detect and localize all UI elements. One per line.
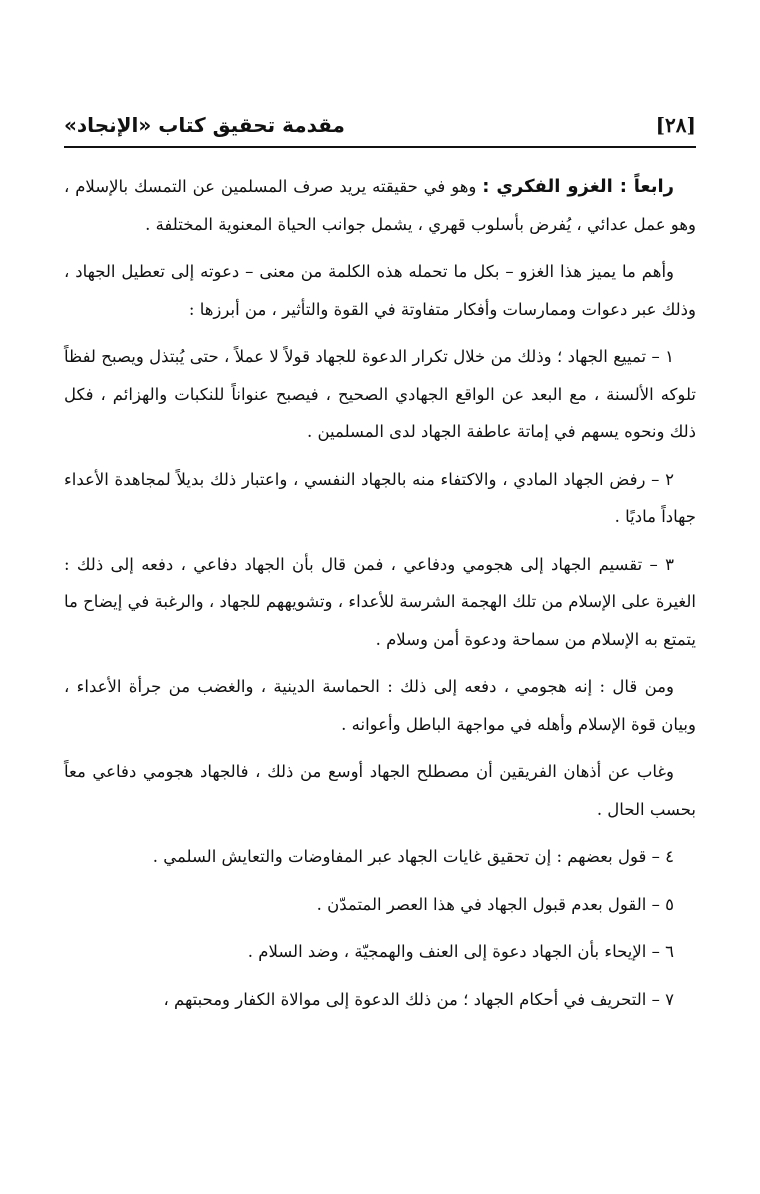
paragraph-offensive-view: ومن قال : إنه هجومي ، دفعه إلى ذلك : الحماسة الدينية ، والغضب من جرأة الأعداء ، وبيان قوة الإسلام وأهله في مواجهة الباطل وأعوانه . [64,677,696,734]
paragraph-both-views: وغاب عن أذهان الفريقين أن مصطلح الجهاد أوسع من ذلك ، فالجهاد هجومي دفاعي معاً بحسب الحال . [64,762,696,819]
list-item-3: ٣ – تقسيم الجهاد إلى هجومي ودفاعي ، فمن قال بأن الجهاد دفاعي ، دفعه إلى ذلك : الغيرة على الإسلام من تلك الهجمة الشرسة للأعداء ، وتشويههم للجهاد ، والرغبة في إيضاح ما يتمتع به الإسلام من سماحة ودعوة أمن وسلام . [64,554,696,649]
header-rule [64,146,696,148]
page-body [64,168,696,1028]
page-header [64,111,696,145]
paragraph-features: وأهم ما يميز هذا الغزو – بكل ما تحمله هذه الكلمة من معنى – دعوته إلى تعطيل الجهاد ، وذلك عبر دعوات وممارسات وأفكار متفاوتة في القوة والتأثير ، من أبرزها : [64,262,696,319]
paragraph-intellectual-invasion [64,168,696,243]
list-item-7: ٧ – التحريف في أحكام الجهاد ؛ من ذلك الدعوة إلى موالاة الكفار ومحبتهم ، [163,989,674,1009]
list-item-6: ٦ – الإيحاء بأن الجهاد دعوة إلى العنف والهمجيّة ، وضد السلام . [247,942,674,961]
list-item-1: ١ – تمييع الجهاد ؛ وذلك من خلال تكرار الدعوة للجهاد قولاً لا عملاً ، حتى يُبتذل ويصبح لفظاً تلوكه الألسنة ، مع البعد عن الواقع الجهادي الصحيح ، فيصبح عنواناً للنكبات والهزائم ، فكل ذلك ونحوه يسهم في إماتة عاطفة الجهاد لدى المسلمين . [64,347,696,441]
section-lead: رابعاً : الغزو الفكري : [482,176,674,197]
list-item-4: ٤ – قول بعضهم : إن تحقيق غايات الجهاد عبر المفاوضات والتعايش السلمي . [152,847,674,866]
paragraph-text: وهو في حقيقته يريد صرف المسلمين عن التمسك بالإسلام ، وهو عمل عدائي ، يُفرض بأسلوب قهري ، يشمل جوانب الحياة المعنوية المختلفة . [64,177,696,234]
list-item-5: ٥ – القول بعدم قبول الجهاد في هذا العصر المتمدّن . [316,894,674,914]
page-number: [٢٨] [655,113,696,137]
running-title: مقدمة تحقيق كتاب «الإنجاد» [64,113,345,137]
list-item-2: ٢ – رفض الجهاد المادي ، والاكتفاء منه بالجهاد النفسي ، واعتبار ذلك بديلاً لمجاهدة الأعداء جهاداً ماديًا . [64,469,696,526]
